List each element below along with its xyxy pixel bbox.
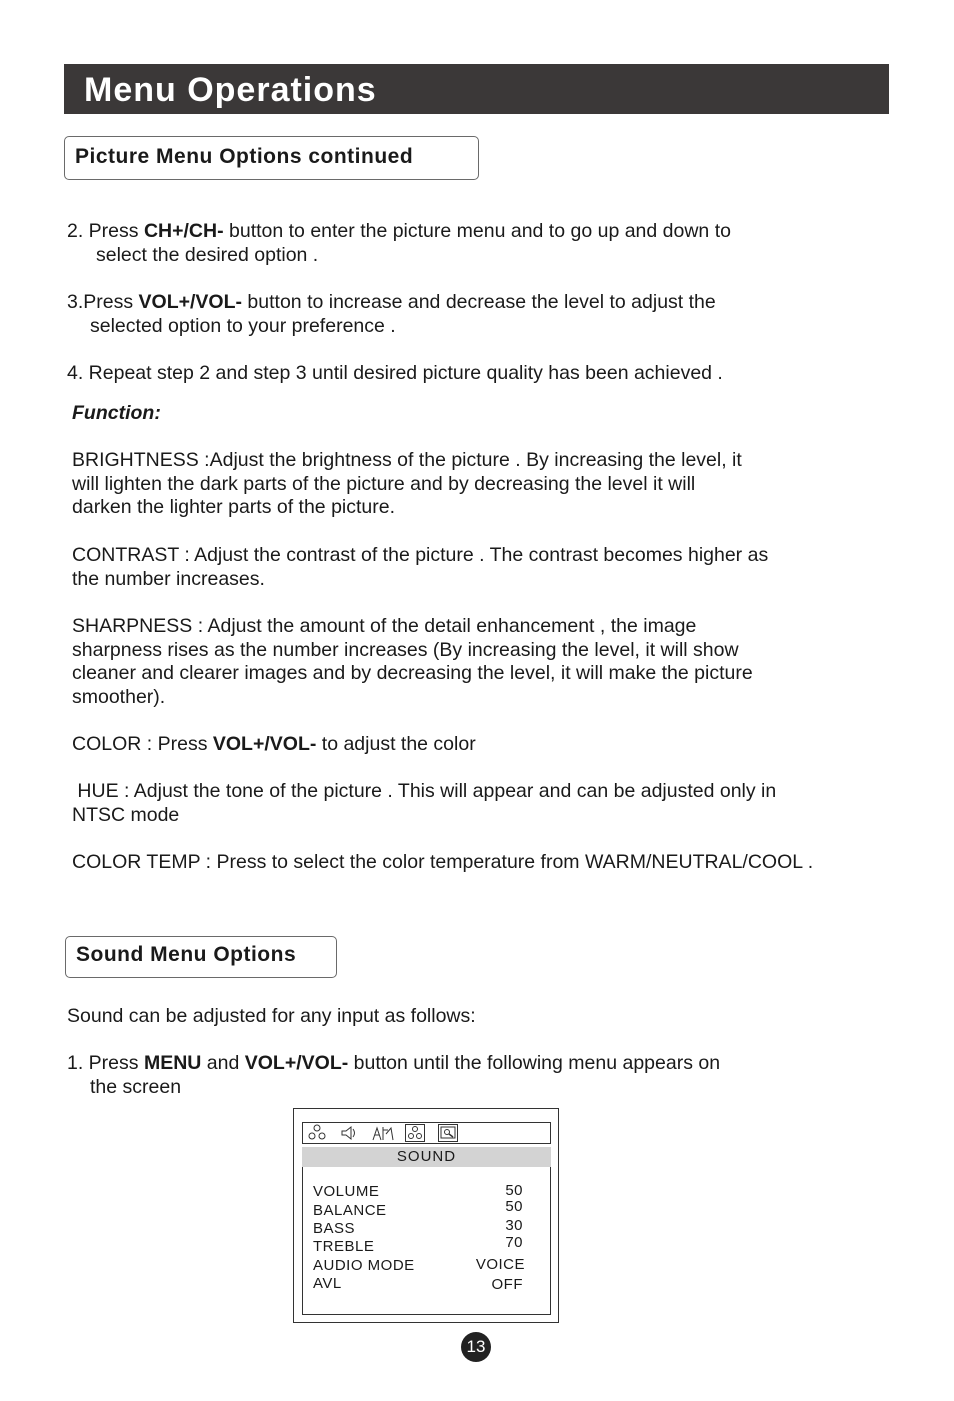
feature-settings-icon — [371, 1124, 391, 1142]
osd-item-value: 70 — [505, 1234, 523, 1251]
sharpness-line: sharpness rises as the number increases (By increasing the level, it will show — [72, 638, 739, 661]
step-4: 4. Repeat step 2 and step 3 until desired picture quality has been achieved . — [67, 362, 723, 384]
page-number: 13 — [461, 1332, 491, 1362]
sound-step-1-line2: the screen — [90, 1075, 182, 1098]
step-3-suffix: button to increase and decrease the level to adjust the — [242, 291, 716, 313]
contrast-line: the number increases. — [72, 567, 265, 590]
color-prefix: COLOR : Press — [72, 733, 213, 755]
sound-step-1-prefix: 1. Press — [67, 1052, 144, 1074]
osd-menu-body — [302, 1167, 551, 1315]
sound-tab-icon — [405, 1124, 425, 1142]
hue-description — [72, 780, 776, 827]
vol-key: VOL+/VOL- — [244, 1052, 349, 1074]
osd-menu-title: SOUND — [302, 1147, 551, 1167]
contrast-description — [72, 544, 768, 591]
sound-speaker-icon — [339, 1124, 359, 1142]
setup-screen-icon — [438, 1124, 458, 1142]
brightness-line: BRIGHTNESS :Adjust the brightness of the picture . By increasing the level, it — [72, 449, 742, 471]
sound-step-1 — [67, 1052, 720, 1099]
step-3 — [67, 291, 716, 338]
sound-intro: Sound can be adjusted for any input as follows: — [67, 1005, 476, 1027]
color-description — [72, 733, 476, 757]
sharpness-description — [72, 615, 753, 709]
sharpness-line: SHARPNESS : Adjust the amount of the detail enhancement , the image — [72, 615, 697, 637]
brightness-line: darken the lighter parts of the picture. — [72, 496, 396, 518]
osd-icon-bar — [302, 1122, 551, 1144]
color-suffix: to adjust the color — [316, 733, 476, 755]
header-bar — [64, 64, 889, 114]
step-3-prefix: 3.Press — [67, 291, 139, 313]
hue-line: HUE : Adjust the tone of the picture . This will appear and can be adjusted only in — [72, 780, 777, 802]
step-2-suffix: button to enter the picture menu and to go up and down to — [223, 220, 731, 242]
osd-item-value: 50 — [505, 1198, 523, 1215]
step-3-line2: selected option to your preference . — [90, 314, 396, 337]
brightness-description — [72, 449, 742, 520]
osd-item-value: 50 — [505, 1182, 523, 1199]
osd-item-value: 30 — [505, 1217, 523, 1234]
function-heading: Function: — [72, 402, 161, 424]
osd-item-value: OFF — [491, 1276, 523, 1293]
brightness-line: will lighten the dark parts of the picture and by decreasing the level it will — [72, 472, 696, 495]
step-2-line2: select the desired option . — [96, 243, 319, 266]
osd-item-label: AUDIO MODE — [313, 1257, 415, 1274]
color-temp-description: COLOR TEMP : Press to select the color temperature from WARM/NEUTRAL/COOL . — [72, 851, 814, 873]
sharpness-line: smoother). — [72, 685, 166, 708]
osd-item-label: BASS — [313, 1220, 356, 1237]
sound-menu-diagram — [293, 1108, 559, 1323]
hue-line: NTSC mode — [72, 803, 180, 826]
sound-step-1-suffix: button until the following menu appears on — [348, 1052, 721, 1074]
osd-item-label: VOLUME — [313, 1183, 380, 1200]
step-2-key: CH+/CH- — [143, 220, 224, 242]
picture-section-title: Picture Menu Options continued — [75, 145, 414, 168]
sound-section-box — [65, 936, 337, 978]
osd-item-label: TREBLE — [313, 1238, 375, 1255]
osd-item-label: BALANCE — [313, 1202, 387, 1219]
sound-section-title: Sound Menu Options — [76, 943, 297, 966]
osd-item-value: VOICE — [475, 1256, 525, 1273]
osd-item-label: AVL — [313, 1275, 342, 1292]
step-3-key: VOL+/VOL- — [138, 291, 243, 313]
picture-section-box — [64, 136, 479, 180]
page-title: Menu Operations — [84, 71, 377, 109]
step-2-prefix: 2. Press — [67, 220, 144, 242]
sound-step-1-mid: and — [201, 1052, 245, 1074]
step-2 — [67, 220, 731, 267]
sharpness-line: cleaner and clearer images and by decreasing the level, it will make the picture — [72, 662, 753, 684]
picture-settings-icon — [307, 1124, 327, 1142]
contrast-line: CONTRAST : Adjust the contrast of the picture . The contrast becomes higher as — [72, 544, 769, 566]
color-key: VOL+/VOL- — [212, 733, 317, 755]
menu-key: MENU — [143, 1052, 202, 1074]
